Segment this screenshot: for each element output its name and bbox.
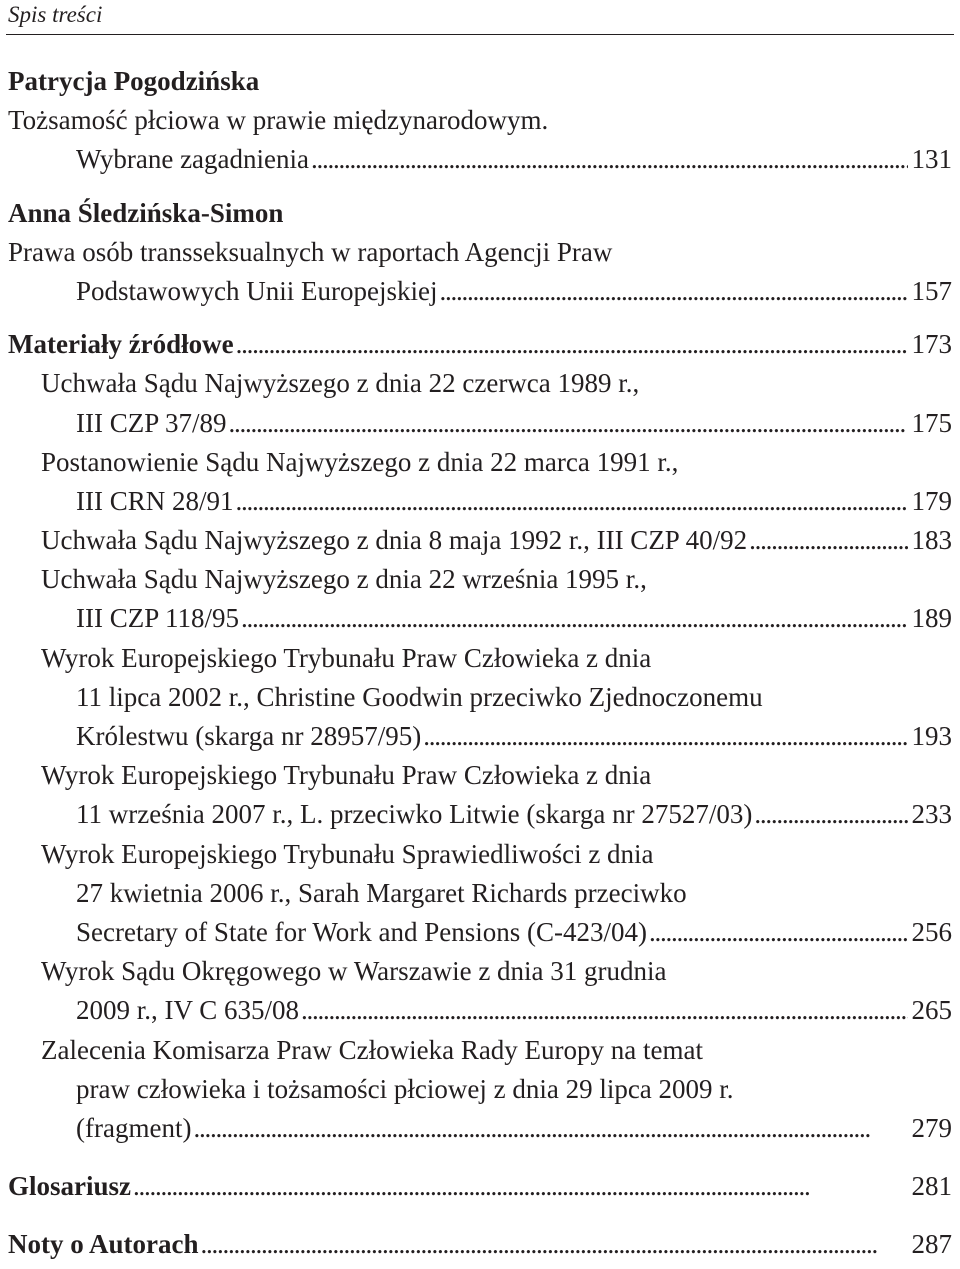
running-head-title: Spis treści xyxy=(8,2,103,27)
toc-section-noty: Noty o Autorach xyxy=(8,1229,199,1260)
toc-richards-line1: Wyrok Europejskiego Trybunału Sprawiedliwości z dnia xyxy=(41,838,654,869)
toc-entry-litwa[interactable] xyxy=(8,795,952,834)
page-number: 175 xyxy=(911,407,952,438)
page-number: 189 xyxy=(911,603,952,634)
toc-entry-uchwala-1989[interactable] xyxy=(8,404,952,443)
toc-postanowienie-1991-line2: III CRN 28/91 xyxy=(76,485,234,516)
page-number: 193 xyxy=(911,721,952,751)
toc-entry-noty[interactable] xyxy=(8,1225,952,1264)
dot-leader xyxy=(193,1109,907,1148)
toc-richards-line3: Secretary of State for Work and Pensions (C-423/04) xyxy=(76,916,647,947)
header-rule xyxy=(6,34,954,35)
toc-entry-goodwin[interactable] xyxy=(8,717,952,756)
page-number: 131 xyxy=(911,144,952,175)
toc-entry-postanowienie-1991[interactable] xyxy=(8,482,952,521)
toc-uchwala-1992-line1: Uchwała Sądu Najwyższego z dnia 8 maja 1992 r., III CZP 40/92 xyxy=(41,525,748,556)
toc-entry-zalecenia[interactable] xyxy=(8,1109,952,1148)
toc-goodwin-line2: 11 lipca 2002 r., Christine Goodwin przeciwko Zjednoczonemu xyxy=(76,681,763,712)
toc-litwa-line2: 11 września 2007 r., L. przeciwko Litwie (skarga nr 27527/03) xyxy=(76,799,753,830)
dot-leader xyxy=(439,272,907,311)
page-number: 279 xyxy=(911,1112,952,1143)
toc-goodwin-line1: Wyrok Europejskiego Trybunału Praw Człowieka z dnia xyxy=(41,642,652,673)
toc-litwa-line1: Wyrok Europejskiego Trybunału Praw Człowieka z dnia xyxy=(41,760,652,791)
toc-uchwala-1995-line2: III CZP 118/95 xyxy=(76,603,239,634)
page-number: 157 xyxy=(911,275,952,306)
dot-leader xyxy=(754,795,907,834)
toc-title-pogodzinska-line1: Tożsamość płciowa w prawie międzynarodowym. xyxy=(8,105,549,136)
toc-title-sledzinska-line1: Prawa osób transseksualnych w raportach Agencji Praw xyxy=(8,236,613,267)
dot-leader xyxy=(749,521,907,560)
page-number: 179 xyxy=(911,485,952,516)
toc-uchwala-1995-line1: Uchwała Sądu Najwyższego z dnia 22 września 1995 r., xyxy=(41,564,647,595)
toc-entry-materialy[interactable] xyxy=(8,325,952,364)
toc-entry-warszawa[interactable] xyxy=(8,991,952,1030)
toc-entry-sledzinska[interactable] xyxy=(8,272,952,311)
page-number: 265 xyxy=(911,995,952,1026)
toc-entry-uchwala-1992[interactable] xyxy=(8,521,952,560)
toc-entry-glosariusz[interactable] xyxy=(8,1167,952,1206)
toc-zalecenia-line3: (fragment) xyxy=(76,1112,192,1143)
toc-zalecenia-line2: praw człowieka i tożsamości płciowej z dnia 29 lipca 2009 r. xyxy=(76,1073,734,1104)
page-number: 256 xyxy=(911,916,952,947)
toc-author-pogodzinska: Patrycja Pogodzińska xyxy=(8,66,260,96)
dot-leader xyxy=(301,991,907,1030)
toc-uchwala-1989-line2: III CZP 37/89 xyxy=(76,407,227,438)
page-number: 233 xyxy=(911,799,952,830)
toc-entry-pogodzinska[interactable] xyxy=(8,140,952,179)
page-number: 183 xyxy=(911,525,952,556)
dot-leader xyxy=(311,140,908,179)
toc-entry-richards[interactable] xyxy=(8,913,952,952)
toc-goodwin-line3: Królestwu (skarga nr 28957/95) xyxy=(76,721,422,751)
table-of-contents xyxy=(8,62,952,1264)
toc-postanowienie-1991-line1: Postanowienie Sądu Najwyższego z dnia 22 marca 1991 r., xyxy=(41,446,679,477)
toc-zalecenia-line1: Zalecenia Komisarza Praw Człowieka Rady Europy na temat xyxy=(41,1034,704,1065)
dot-leader xyxy=(229,404,908,443)
toc-warszawa-line1: Wyrok Sądu Okręgowego w Warszawie z dnia 31 grudnia xyxy=(41,956,667,987)
toc-richards-line2: 27 kwietnia 2006 r., Sarah Margaret Richards przeciwko xyxy=(76,877,687,908)
page-number: 287 xyxy=(911,1229,952,1260)
dot-leader xyxy=(133,1167,907,1206)
toc-author-sledzinska: Anna Śledzińska-Simon xyxy=(8,197,284,228)
dot-leader xyxy=(236,325,908,364)
dot-leader xyxy=(241,599,908,638)
page-number: 281 xyxy=(911,1171,952,1202)
dot-leader xyxy=(423,717,907,756)
toc-entry-uchwala-1995[interactable] xyxy=(8,599,952,638)
toc-section-materialy: Materiały źródłowe xyxy=(8,329,234,360)
dot-leader xyxy=(649,913,908,952)
toc-section-glosariusz: Glosariusz xyxy=(8,1171,132,1202)
dot-leader xyxy=(236,482,908,521)
page-number: 173 xyxy=(911,329,952,360)
dot-leader xyxy=(201,1225,908,1264)
toc-title-pogodzinska-line2: Wybrane zagadnienia xyxy=(76,144,309,175)
toc-title-sledzinska-line2: Podstawowych Unii Europejskiej xyxy=(76,275,438,306)
toc-uchwala-1989-line1: Uchwała Sądu Najwyższego z dnia 22 czerwca 1989 r., xyxy=(41,368,640,399)
toc-warszawa-line2: 2009 r., IV C 635/08 xyxy=(76,995,300,1026)
